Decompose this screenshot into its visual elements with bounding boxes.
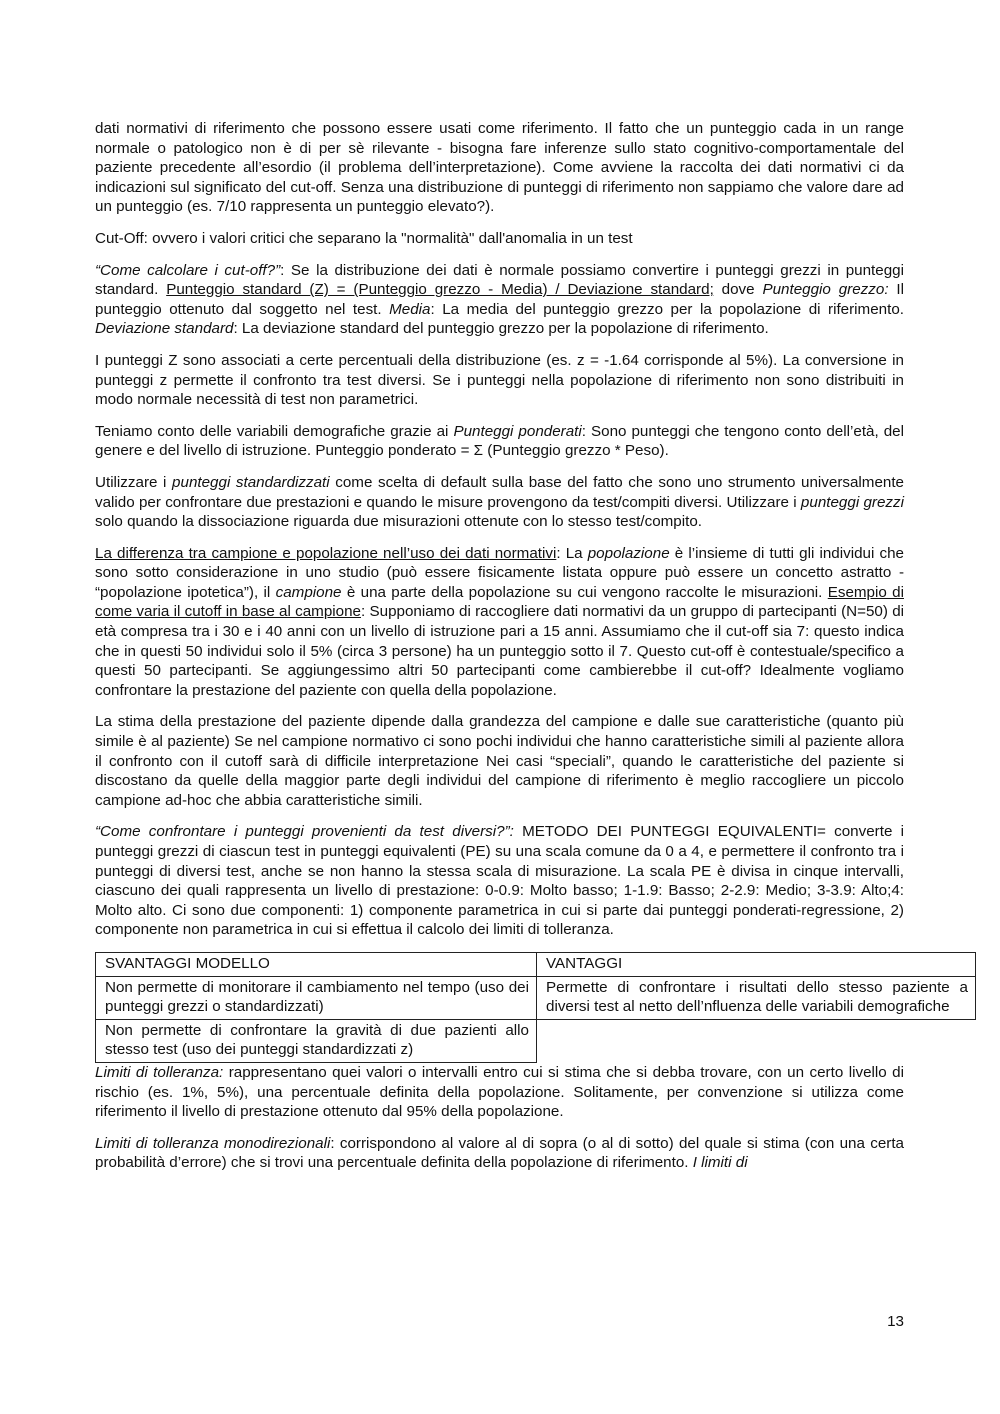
paragraph-tolerance-limits: Limiti di tolleranza: rappresentano quei valori o intervalli entro cui si stima che si debba trovare, con un certo livello di rischio (es. 1%, 5%), una percentuale definita della popolazione. Solitamente, per convenzione si utilizza come riferimento il livello di prestazione ottenuto dal 95% della popolazione.: [95, 1063, 904, 1121]
document-body: [95, 119, 968, 1185]
term-weighted-scores: Punteggi ponderati: [453, 422, 582, 440]
question-how-calculate: “Come calcolare i cut-off?”: [95, 261, 281, 279]
page-number: 13: [887, 1313, 904, 1330]
term-standard-deviation: Deviazione standard: [95, 320, 234, 338]
table-cell-empty: [537, 1019, 976, 1062]
heading-sample-population: La differenza tra campione e popolazione nell’uso dei dati normativi: [95, 544, 557, 562]
paragraph-cutoff-definition: Cut-Off: ovvero i valori critici che separano la "normalità" dall'anomalia in un test: [95, 229, 633, 247]
table-cell: Permette di confrontare i risultati dello stesso paziente a diversi test al netto dell’nfluenza delle variabili demografiche: [537, 976, 976, 1019]
table-row: [96, 976, 976, 1019]
table-row: [96, 1019, 976, 1062]
paragraph-one-sided-limits: Limiti di tolleranza monodirezionali: corrispondono al valore al di sopra (o al di sotto) del quale si stima (con una certa probabilità d’errore) che si trovi una percentuale definita della popolazione di riferimento. I limiti di: [95, 1134, 904, 1172]
term-standardized-scores: punteggi standardizzati: [172, 473, 330, 491]
paragraph-weighted-scores: Teniamo conto delle variabili demografiche grazie ai Punteggi ponderati: Sono punteggi che tengono conto dell’età, del genere e del livello di istruzione. Punteggio ponderato = Σ (Punteggio grezzo * Peso).: [95, 422, 904, 460]
paragraph-z-scores: I punteggi Z sono associati a certe percentuali della distribuzione (es. z = -1.64 corrisponde al 5%). La conversione in punteggi z permette il confronto tra test diversi. Se i punteggi nella popolazione di riferimento non sono distribuiti in modo normale necessità di test non parametrici.: [95, 351, 904, 409]
term-raw-scores: punteggi grezzi: [800, 493, 904, 511]
heading-cutoff-example: Esempio di come varia il cutoff in base al campione: [95, 583, 904, 621]
paragraph-standardized-scores: Utilizzare i punteggi standardizzati come scelta di default sulla base del fatto che sono uno strumento universalmente valido per confrontare due prestazioni e quando le misure provengono da test/compiti diversi. Utilizzare i punteggi grezzi solo quando la dissociazione riguarda due misurazioni ottenute con lo stesso test/compito.: [95, 473, 905, 531]
question-compare-tests: “Come confrontare i punteggi provenienti da test diversi?”:: [95, 823, 514, 841]
term-raw-score: Punteggio grezzo:: [762, 281, 889, 299]
term-tolerance-limits: Limiti di tolleranza:: [95, 1063, 224, 1081]
formula-z-score: Punteggio standard (Z) = (Punteggio grezzo - Media) / Deviazione standard;: [166, 281, 714, 299]
term-sample: campione: [275, 583, 342, 601]
term-one-sided-limits: Limiti di tolleranza monodirezionali: [95, 1134, 331, 1152]
header-advantages: VANTAGGI: [537, 952, 976, 976]
header-disadvantages: SVANTAGGI MODELLO: [96, 952, 537, 976]
paragraph-cutoff-calculation: “Come calcolare i cut-off?”: Se la distribuzione dei dati è normale possiamo convertire i punteggi grezzi in punteggi standard. Punteggio standard (Z) = (Punteggio grezzo - Media) / Deviazione standard; dove Punteggio grezzo: Il punteggio ottenuto dal soggetto nel test. Media: La media del punteggio grezzo per la popolazione di riferimento. Deviazione standard: La deviazione standard del punteggio grezzo per la popolazione di riferimento.: [95, 261, 905, 338]
paragraph-normative-data: dati normativi di riferimento che possono essere usati come riferimento. Il fatto che un punteggio cada in un range normale o patologico non è di per sè rilevante - bisogna fare inferenze sullo stato cognitivo-comportamentale del paziente precedente all’esordio (il problema dell’interpretazione). Come avviene la raccolta dei dati normativi ci da indicazioni sul significato del cut-off. Senza una distribuzione di punteggi di riferimento non sappiamo che valore dare ad un punteggio (es. 7/10 rappresenta un punteggio elevato?).: [95, 120, 904, 216]
paragraph-patient-estimate: La stima della prestazione del paziente dipende dalla grandezza del campione e dalle sue caratteristiche (quanto più simile è al paziente) Se nel campione normativo ci sono pochi individui che hanno caratteristiche simili al paziente allora il confronto con il cutoff sarà di difficile interpretazione Nei casi “speciali”, quando le caratteristiche del paziente si discostano da quelle della maggior parte degli individui del campione di riferimento è meglio raccogliere un piccolo campione ad-hoc che abbia caratteristiche simili.: [95, 713, 904, 809]
pros-cons-table: [95, 952, 976, 1063]
paragraph-equivalent-scores: “Come confrontare i punteggi provenienti da test diversi?”: METODO DEI PUNTEGGI EQUIVALENTI= converte i punteggi grezzi di ciascun test in punteggi equivalenti (PE) su una scala comune da 0 a 4, e permettere il confronto tra i punteggi di diversi test, anche se non hanno la stessa scala di misurazione. La scala PE è divisa in cinque intervalli, ciascuno dei quali rappresenta un livello di prestazione: 0-0.9: Molto basso; 1-1.9: Basso; 2-2.9: Medio; 3-3.9: Alto;4: Molto alto. Ci sono due componenti: 1) componente parametrica in cui si parte dai punteggi ponderati-regressione, 2) componente non parametrica in cui si effettua il calcolo dei limiti di tolleranza.: [95, 823, 904, 939]
table-header-row: [96, 952, 976, 976]
table-cell: Non permette di monitorare il cambiamento nel tempo (uso dei punteggi grezzi o standardizzati): [96, 976, 537, 1019]
paragraph-sample-vs-population: La differenza tra campione e popolazione nell’uso dei dati normativi: La popolazione è l’insieme di tutti gli individui che sono sotto considerazione in uno studio (può essere fisicamente listata oppure può essere un concetto astratto - “popolazione ipotetica”), il campione è una parte della popolazione su cui vengono raccolte le misurazioni. Esempio di come varia il cutoff in base al campione: Supponiamo di raccogliere dati normativi da un gruppo di partecipanti (N=50) di età compresa tra i 30 e i 40 anni con un livello di istruzione pari a 15 anni. Assumiamo che il cut-off sia 7: questo indica che in questi 50 individui solo il 5% (circa 3 persone) ha un punteggio sotto il 7. Questo cut-off è contestuale/specifico a questi 50 partecipanti. Se aggiungessimo altri 50 partecipanti come cambierebbe il cut-off? Idealmente vogliamo confrontare la prestazione del paziente con quella della popolazione.: [95, 544, 905, 699]
term-mean: Media: [389, 300, 431, 318]
table-cell: Non permette di confrontare la gravità di due pazienti allo stesso test (uso dei punteggi standardizzati z): [96, 1019, 537, 1062]
term-population: popolazione: [587, 544, 670, 562]
